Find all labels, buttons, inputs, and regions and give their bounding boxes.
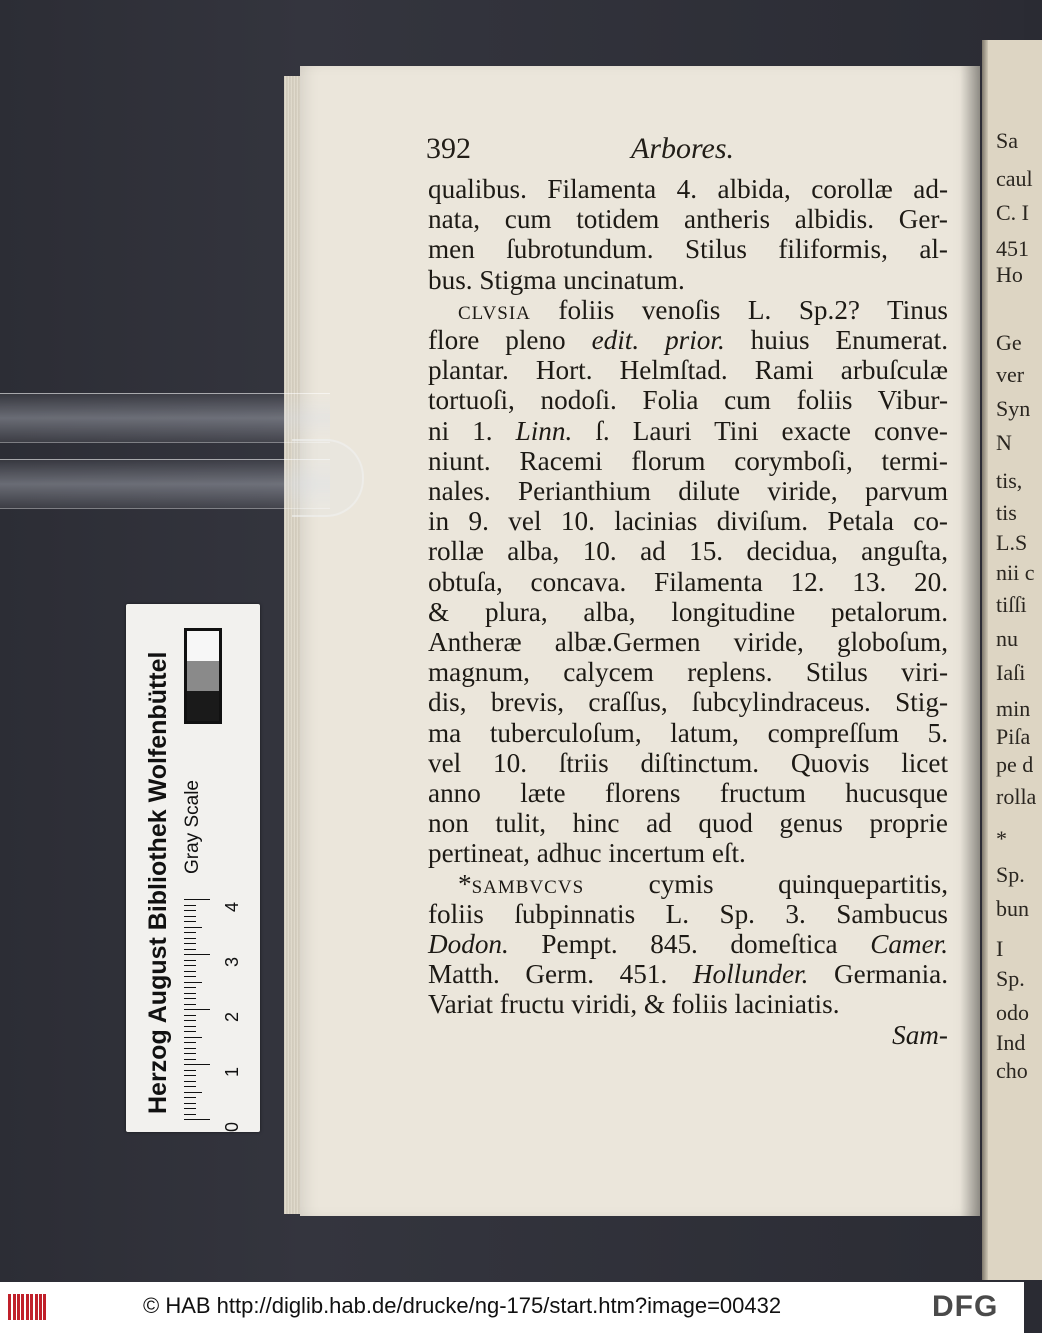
ruler-tick [184, 949, 196, 950]
ruler-tick-label: 1 [222, 1066, 242, 1077]
text-line [428, 295, 948, 325]
text-run: vel 10. ſtriis diſtinctum. Quovis licet [428, 747, 948, 778]
text-line [428, 929, 948, 959]
page-gutter [960, 66, 980, 1216]
glass-weight-band [0, 459, 330, 509]
italic-text: edit. prior. [591, 325, 725, 356]
ruler-tick [184, 1097, 196, 1098]
text-run: non tulit, hinc ad quod genus proprie [428, 808, 948, 839]
gray-swatch [187, 691, 219, 721]
text-line [428, 416, 948, 446]
text-run: ni 1. [428, 415, 516, 446]
facing-page-text: tis, [996, 468, 1023, 493]
facing-page-text: Syn [996, 396, 1031, 421]
gray-swatch [187, 661, 219, 691]
facing-page-text: Piſa [996, 724, 1031, 749]
text-run: tortuoſi, nodoſi. Folia cum foliis Vibur- [428, 385, 948, 416]
facing-page-text: caul [996, 166, 1033, 191]
footer-copyright-url[interactable]: © HAB http://diglib.hab.de/drucke/ng-175/start.htm?image=00432 [143, 1293, 782, 1318]
text-line [428, 748, 948, 778]
genus-name: clvsia [458, 294, 531, 325]
text-line [428, 385, 948, 415]
text-line [428, 506, 948, 536]
italic-text: Camer. [870, 929, 948, 960]
dfg-logo: DFG [932, 1290, 999, 1323]
text-line [428, 838, 948, 868]
text-run: magnum, calycem replens. Stilus viri- [428, 657, 948, 688]
text-run: bus. Stigma uncinatum. [428, 264, 685, 295]
text-run: plantar. Hort. Helmſtad. Rami arbuſculæ [428, 355, 948, 386]
page-number: 392 [426, 132, 471, 165]
italic-text: Linn. [515, 415, 573, 446]
gray-swatch [187, 631, 219, 661]
facing-page-text: nii c [996, 560, 1035, 585]
text-line [428, 325, 948, 355]
facing-page-edge [982, 40, 988, 1280]
ruler-tick-label: 4 [222, 901, 242, 912]
ruler-tick [184, 976, 196, 977]
ruler-tick [184, 1119, 210, 1120]
facing-page-text: rolla [996, 784, 1037, 809]
ruler-tick [184, 993, 196, 994]
ruler-tick-label: 3 [222, 956, 242, 967]
facing-page-fragment [982, 40, 1042, 1280]
barcode-icon [8, 1294, 48, 1320]
text-line [428, 989, 948, 1019]
ruler-tick [184, 943, 196, 944]
ruler-title: Herzog August Bibliothek Wolfenbüttel [144, 651, 172, 1114]
text-run: qualibus. Filamenta 4. albida, corollæ ad- [428, 174, 948, 204]
facing-page-text: cho [996, 1058, 1028, 1083]
ruler-tick [184, 1037, 202, 1038]
text-line [428, 446, 948, 476]
ruler-scale-label: Gray Scale [182, 780, 203, 874]
text-run: huius Enumerat. [724, 325, 948, 356]
ruler-tick [184, 1064, 210, 1065]
ruler-tick [184, 971, 196, 972]
facing-page-text: C. I [996, 200, 1029, 225]
facing-page-text: tiſſi [996, 592, 1027, 617]
ruler-tick [184, 1004, 196, 1005]
ruler-tick [184, 965, 196, 966]
ruler-tick-label: 0 [222, 1121, 242, 1132]
text-run: Matth. Germ. 451. [428, 959, 693, 990]
ruler-tick [184, 905, 196, 906]
running-title: Arbores. [631, 132, 735, 165]
ruler-tick [184, 927, 202, 928]
ruler-tick [184, 916, 196, 917]
text-line [428, 718, 948, 748]
ruler-tick [184, 954, 210, 955]
facing-page-text: * [996, 826, 1007, 851]
text-line [428, 355, 948, 385]
italic-text: Hollunder. [692, 959, 809, 990]
italic-text: Dodon. [428, 929, 509, 960]
text-run: men ſubrotundum. Stilus filiformis, al- [428, 234, 948, 265]
text-run: nata, cum totidem antheris albidis. Ger- [428, 204, 948, 235]
ruler-tick [184, 960, 196, 961]
book-page [300, 66, 980, 1216]
facing-page-text: Sa [996, 128, 1018, 153]
facing-page-text: odo [996, 1000, 1029, 1025]
text-line [428, 1020, 948, 1050]
facing-page-text: N [996, 430, 1012, 455]
text-run: foliis venoſis L. Sp.2? Tinus [530, 294, 948, 325]
ruler-tick [184, 1015, 196, 1016]
ruler-tick [184, 921, 196, 922]
body-text [428, 174, 948, 1050]
text-run: flore pleno [428, 325, 592, 356]
text-run: nales. Perianthium dilute viride, parvum [428, 476, 948, 507]
ruler-tick-label: 2 [222, 1011, 242, 1022]
running-head [426, 132, 946, 172]
text-run: ſ. Lauri Tini exacte conve- [572, 415, 948, 446]
text-run: rollæ alba, 10. ad 15. decidua, anguſta, [428, 536, 948, 567]
gray-swatches [184, 628, 222, 724]
ruler-tick [184, 1108, 196, 1109]
facing-page-text: Ge [996, 330, 1022, 355]
ruler-tick [184, 987, 196, 988]
ruler-tick [184, 932, 196, 933]
text-run: niunt. Racemi florum corymboſi, termi- [428, 445, 948, 476]
ruler-tick [184, 1059, 196, 1060]
facing-page-text: 451 [996, 236, 1029, 261]
text-run: Variat fructu viridi, & foliis laciniatis. [428, 989, 840, 1020]
ruler-tick [184, 1020, 196, 1021]
facing-page-text: L.S [996, 530, 1028, 555]
ruler-tick [184, 1009, 210, 1010]
facing-page-text: Sp. [996, 862, 1025, 887]
glass-weight-tip [292, 439, 364, 517]
text-line [428, 265, 948, 295]
text-run: cymis quinquepartitis, [584, 868, 948, 899]
ruler-tick [184, 1081, 196, 1082]
facing-page-text: I [996, 936, 1004, 961]
facing-page-text: tis [996, 500, 1017, 525]
glass-weight [0, 383, 360, 533]
text-run: & plura, alba, longitudine petalorum. [428, 596, 948, 627]
ruler-tick [184, 1048, 196, 1049]
text-line [428, 687, 948, 717]
facing-page-text: ver [996, 362, 1025, 387]
ruler-tick [184, 982, 202, 983]
facing-page-text: bun [996, 896, 1029, 921]
text-run: foliis ſubpinnatis L. Sp. 3. Sambucus [428, 898, 948, 929]
ruler-ticks [184, 894, 254, 1132]
ruler-tick [184, 1042, 196, 1043]
ruler-tick [184, 1070, 196, 1071]
text-line [428, 657, 948, 687]
facing-page-text: pe d [996, 752, 1034, 777]
ruler-tick [184, 1103, 196, 1104]
text-line [428, 536, 948, 566]
footer-bar [0, 1282, 1024, 1333]
ruler-tick [184, 1053, 196, 1054]
facing-page-text: nu [996, 626, 1018, 651]
ruler-tick [184, 899, 210, 900]
ruler-tick [184, 1075, 196, 1076]
facing-page-text: Sp. [996, 966, 1025, 991]
text-line [428, 899, 948, 929]
text-run: in 9. vel 10. lacinias diviſum. Petala co- [428, 506, 948, 537]
facing-page-text: Ho [996, 262, 1023, 287]
ruler-tick [184, 1031, 196, 1032]
text-run: dis, brevis, craſſus, ſubcylindraceus. Stig- [428, 687, 948, 718]
text-line [428, 627, 948, 657]
text-line [428, 778, 948, 808]
text-line [428, 174, 948, 204]
text-line [428, 476, 948, 506]
ruler-tick [184, 1026, 196, 1027]
text-line [428, 869, 948, 899]
ruler-tick [184, 1092, 202, 1093]
ruler-tick [184, 998, 196, 999]
text-run: obtuſa, concava. Filamenta 12. 13. 20. [428, 566, 948, 597]
text-line [428, 234, 948, 264]
text-run: * [458, 868, 472, 899]
italic-text: Sam- [892, 1019, 948, 1050]
text-run: anno læte florens fructum hucusque [428, 778, 948, 809]
ruler-tick [184, 938, 196, 939]
genus-name: sambvcvs [471, 868, 585, 899]
text-line [428, 204, 948, 234]
text-line [428, 959, 948, 989]
ruler-tick [184, 910, 196, 911]
text-line [428, 597, 948, 627]
text-run: Antheræ albæ.Germen viride, globoſum, [428, 627, 948, 658]
text-run: ma tuberculoſum, latum, compreſſum 5. [428, 717, 948, 748]
facing-page-text: Iaſi [996, 660, 1026, 685]
ruler-tick [184, 1114, 196, 1115]
facing-page-text: min [996, 696, 1031, 721]
text-line [428, 567, 948, 597]
facing-page-text: Ind [996, 1030, 1026, 1055]
gray-scale-ruler [126, 604, 260, 1132]
text-run: pertineat, adhuc incertum eſt. [428, 838, 746, 869]
text-run: Germania. [808, 959, 948, 990]
ruler-tick [184, 1086, 196, 1087]
text-line [428, 808, 948, 838]
glass-weight-band [0, 393, 330, 443]
text-run: Pempt. 845. domeſtica [508, 929, 871, 960]
